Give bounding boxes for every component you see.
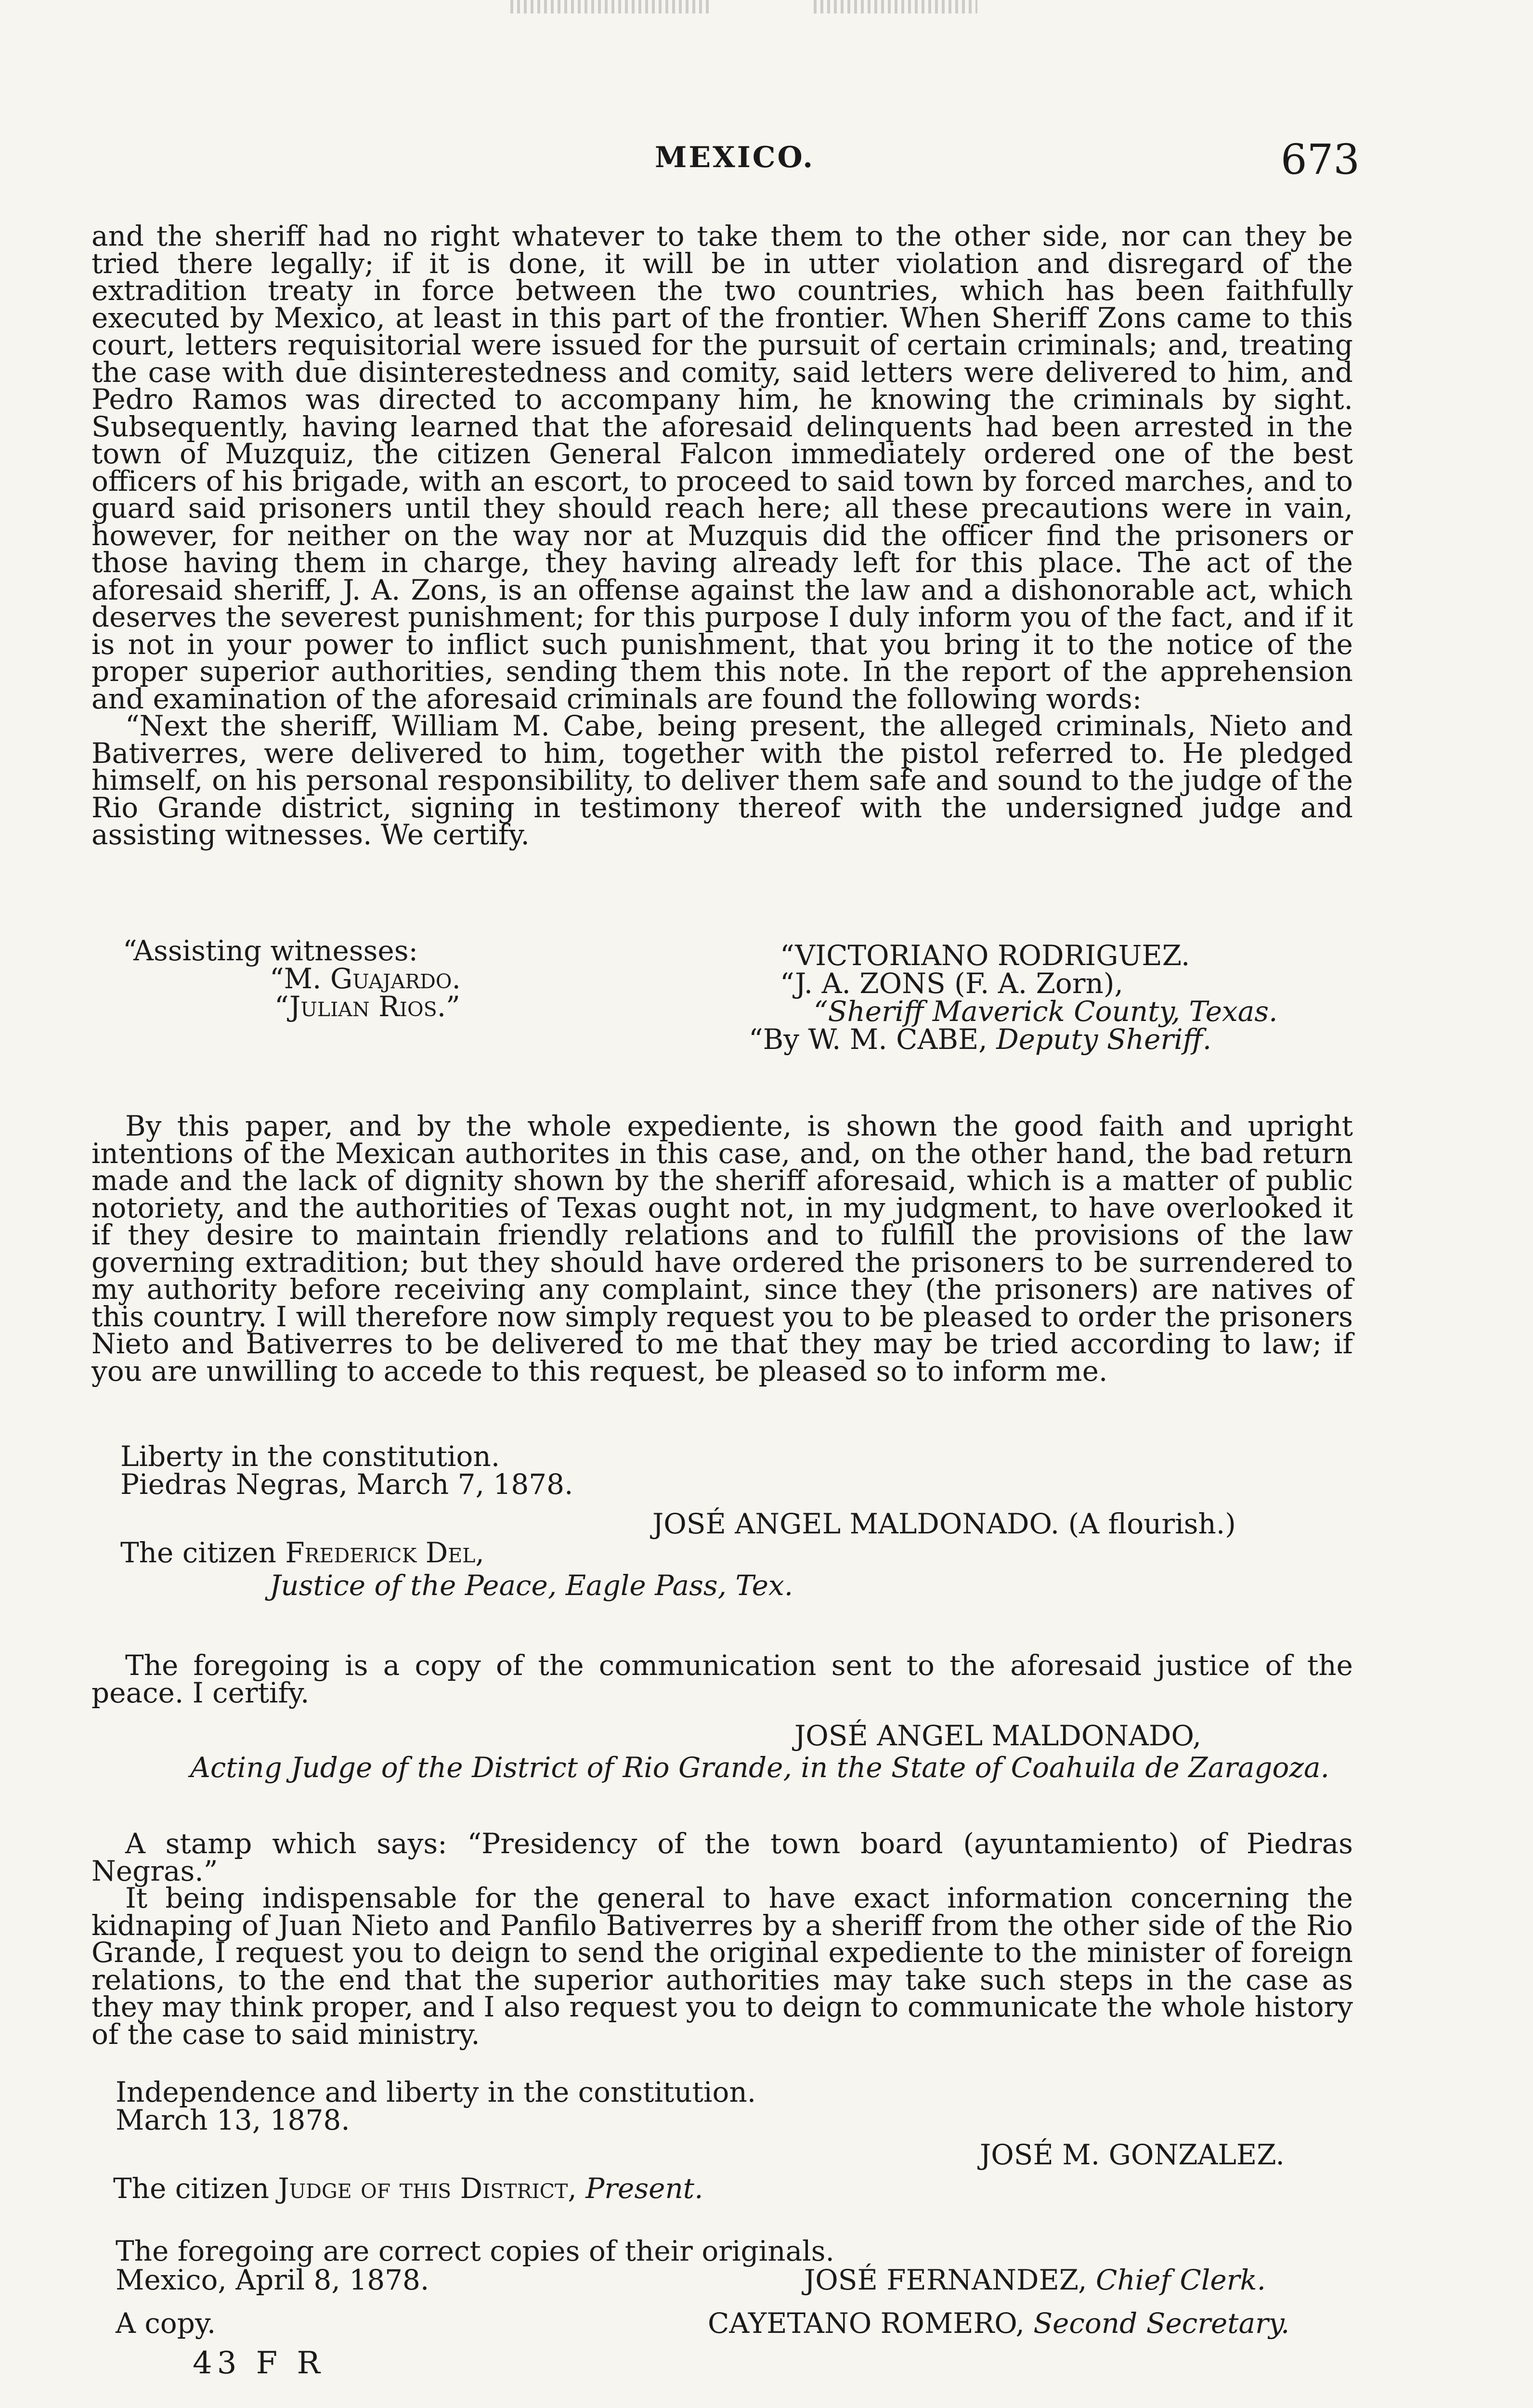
addressee <box>113 2172 703 2205</box>
signatory-judge: “VICTORIANO RODRIGUEZ. <box>780 939 1190 972</box>
running-head: MEXICO. <box>655 141 815 174</box>
addressee <box>120 1536 484 1569</box>
addressee-name: Judge of this District, <box>278 2172 577 2205</box>
date-line: March 13, 1878. <box>116 2104 350 2136</box>
signature-gonzalez: JOSÉ M. GONZALEZ. <box>980 2138 1285 2171</box>
signatory-sheriff: “J. A. ZONS (F. A. Zorn), <box>780 967 1123 1000</box>
copies-note: The foregoing are correct copies of their originals. <box>116 2235 834 2267</box>
paragraph-body-4 <box>91 1827 1353 2051</box>
signer-name: JOSÉ FERNANDEZ, <box>804 2264 1087 2296</box>
signature-fernandez <box>804 2264 1266 2296</box>
signer-title: Chief Clerk. <box>1095 2264 1266 2296</box>
print-smudge <box>510 0 713 13</box>
print-smudge <box>814 0 977 13</box>
liberty-line: Independence and liberty in the constitution. <box>116 2076 756 2108</box>
addressee-post: Present. <box>585 2172 703 2205</box>
liberty-line: Liberty in the constitution. <box>120 1440 500 1473</box>
quoted-report: “Next the sheriff, William M. Cabe, being present, the alleged criminals, Nieto and Bativerres, were delivered to him, together with the pistol referred to. He pledged himself, on his personal responsibility, to deliver them safe and sound to the judge of the Rio Grande district, signing in testimony thereof with the undersigned judge and assisting witnesses. We certify. <box>91 709 1353 851</box>
witness-2: “Julian Rios.” <box>274 990 460 1023</box>
signature-mark: 43 F R <box>193 2345 325 2381</box>
paragraph-text: By this paper, and by the whole expediente, is shown the good faith and upright intentions of the Mexican authorites in this case, and, on the other hand, the bad return made and the lack of dignity shown by the sheriff aforesaid, which is a matter of public notoriety, and the authorities of Texas ought not, in my judgment, to have overlooked it if they desire to maintain friendly relations and to fulfill the provisions of the law governing extradition; but they should have ordered the prisoners to be surrendered to my authority before receiving any complaint, since they (the prisoners) are natives of this country. I will therefore now simply request you to be pleased to order the prisoners Nieto and Bativerres to be delivered to me that they may be tried according to law; if you are unwilling to accede to this request, be pleased so to inform me. <box>91 1110 1353 1387</box>
signature-romero <box>708 2307 1289 2340</box>
addressee-title: Justice of the Peace, Eagle Pass, Tex. <box>270 1569 793 1602</box>
signature-maldonado: JOSÉ ANGEL MALDONADO. (A flourish.) <box>652 1507 1236 1540</box>
paragraph-body-1 <box>91 222 1353 849</box>
addressee-prefix: The citizen <box>113 2172 269 2205</box>
stamp-note: A stamp which says: “Presidency of the town board (ayuntamiento) of Piedras Negras.” <box>91 1827 1353 1887</box>
date-line: Mexico, April 8, 1878. <box>116 2264 429 2296</box>
signature-title: Acting Judge of the District of Rio Grande, in the State of Coahuila de Zaragoza. <box>190 1751 1330 1784</box>
paragraph-text: It being indispensable for the general to have exact information concerning the kidnaping of Juan Nieto and Panfilo Bativerres by a sheriff from the other side of the Rio Grande, I request you to deign to send the original expediente to the minister of foreign relations, to the end that the superior authorities may take such steps in the case as they may think proper, and I also request you to deign to communicate the whole history of the case to said ministry. <box>91 1882 1353 2051</box>
deputy-name: “By W. M. CABE, <box>749 1023 987 1056</box>
deputy-title: Deputy Sheriff. <box>996 1023 1212 1056</box>
signature-maldonado-2: JOSÉ ANGEL MALDONADO, <box>794 1719 1202 1752</box>
page-number: 673 <box>1281 136 1360 184</box>
signatory-sheriff-title: “Sheriff Maverick County, Texas. <box>814 995 1278 1028</box>
paragraph-text: The foregoing is a copy of the communication sent to the aforesaid justice of the peace. I certify. <box>91 1649 1353 1709</box>
signer-name: CAYETANO ROMERO, <box>708 2307 1025 2340</box>
signatory-deputy <box>749 1023 1211 1056</box>
addressee-name: Frederick Del, <box>285 1536 484 1569</box>
paragraph-body-2 <box>91 1112 1353 1385</box>
copy-line: A copy. <box>116 2307 216 2340</box>
paragraph-text: and the sheriff had no right whatever to take them to the other side, nor can they be tried there legally; if it is done, it will be in utter violation and disregard of the extradition treaty in force between the two countries, which has been faithfully executed by Mexico, at least in this part of the frontier. When Sheriff Zons came to this court, letters requisitorial were issued for the pursuit of certain criminals; and, treating the case with due disinterestedness and comity, said letters were delivered to him, and Pedro Ramos was directed to accompany him, he knowing the criminals by sight. Subsequently, having learned that the aforesaid delinquents had been arrested in the town of Muzquiz, the citizen General Falcon immediately ordered one of the best officers of his brigade, with an escort, to proceed to said town by forced marches, and to guard said prisoners until they should reach here; all these precautions were in vain, however, for neither on the way nor at Muzquis did the officer find the prisoners or those having them in charge, they having already left for this place. The act of the aforesaid sheriff, J. A. Zons, is an offense against the law and a dishonorable act, which deserves the severest punishment; for this purpose I duly inform you of the fact, and if it is not in your power to inflict such punishment, that you bring it to the notice of the proper superior authorities, sending them this note. In the report of the apprehension and examination of the aforesaid criminals are found the following words: <box>91 220 1353 715</box>
paragraph-body-3 <box>91 1649 1353 1709</box>
date-line: Piedras Negras, March 7, 1878. <box>120 1468 573 1501</box>
witness-1: “M. Guajardo. <box>270 962 461 995</box>
witness-label: “Assisting witnesses: <box>123 934 418 967</box>
addressee-prefix: The citizen <box>120 1536 276 1569</box>
signer-title: Second Secretary. <box>1033 2307 1290 2340</box>
